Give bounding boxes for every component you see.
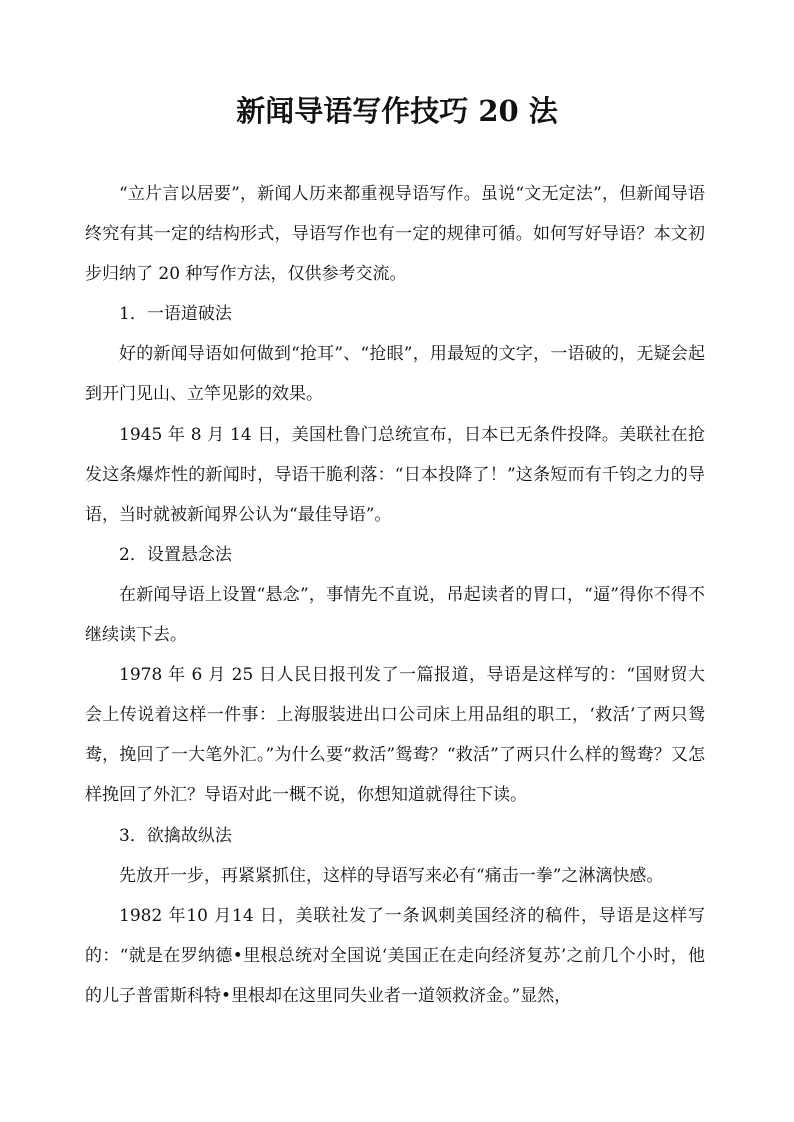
section-heading: 2．设置悬念法 [119, 544, 232, 565]
section-paragraph: 先放开一步，再紧紧抓住，这样的导语写来必有“痛击一拳”之淋漓快感。 [119, 865, 664, 886]
section-paragraph: 在新闻导语上设置“悬念”，事情先不直说，吊起读者的胃口，“逼”得你不得不继续读下去。 [85, 584, 705, 646]
section-paragraph: 1982 年10 月14 日，美联社发了一条讽刺美国经济的稿件，导语是这样写的：“就是在罗纳德•里根总统对全国说‘美国正在走向经济复苏’之前几个小时，他的儿子普雷斯科特•里根却在这里同失业者一道领救济金。”显然， [85, 905, 705, 1006]
section-heading: 3．欲擒故纵法 [119, 825, 232, 846]
intro-paragraph: “立片言以居要”，新闻人历来都重视导语写作。虽说“文无定法”，但新闻导语终究有其一定的结构形式，导语写作也有一定的规律可循。如何写好导语？本文初步归纳了 20 种写作方法，仅供参考交流。 [85, 184, 705, 285]
section-heading: 1．一语道破法 [119, 304, 232, 325]
document-body [85, 174, 705, 1016]
section-paragraph: 好的新闻导语如何做到“抢耳”、“抢眼”，用最短的文字，一语破的，无疑会起到开门见山、立竿见影的效果。 [85, 344, 705, 405]
document-title: 新闻导语写作技巧 20 法 [236, 94, 558, 128]
section-paragraph: 1945 年 8 月 14 日，美国杜鲁门总统宣布，日本已无条件投降。美联社在抢发这条爆炸性的新闻时，导语干脆利落：“日本投降了！”这条短而有千钧之力的导语，当时就被新闻界公认为“最佳导语”。 [85, 424, 705, 525]
section-paragraph: 1978 年 6 月 25 日人民日报刊发了一篇报道，导语是这样写的：“国财贸大会上传说着这样一件事：上海服装进出口公司床上用品组的职工，‘救活’了两只鸳鸯，挽回了一大笔外汇。”为什么要“救活”鸳鸯？“救活”了两只什么样的鸳鸯？又怎样挽回了外汇？导语对此一概不说，你想知道就得往下读。 [85, 665, 705, 806]
